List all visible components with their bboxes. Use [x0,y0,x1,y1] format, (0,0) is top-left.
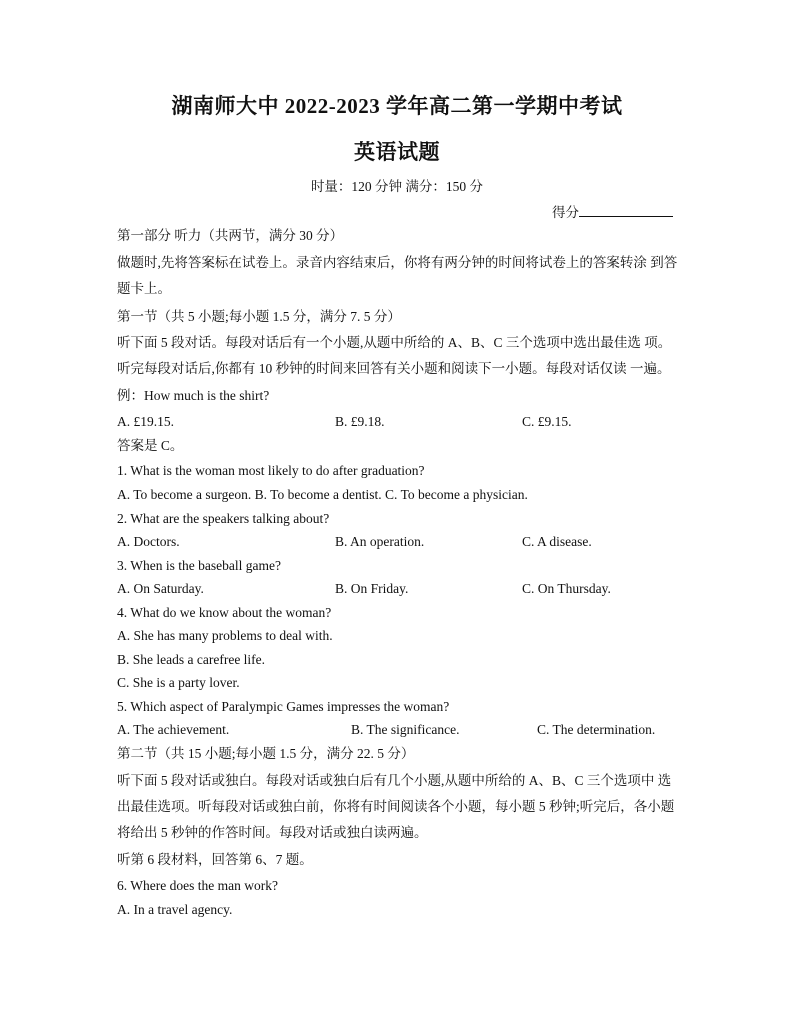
example-option-a: A. £19.15. [117,414,174,429]
page-subtitle: 英语试题 [354,140,440,164]
q2-option-b: B. An operation. [335,534,425,549]
q6-option-a: A. In a travel agency. [117,902,233,917]
q4-option-a: A. She has many problems to deal with. [117,628,333,643]
q4-option-c: C. She is a party lover. [117,675,240,690]
section1-heading: 第一节（共 5 小题;每小题 1.5 分，满分 7. 5 分） [117,309,401,324]
q2-question: 2. What are the speakers talking about? [117,511,330,526]
q5-option-b: B. The significance. [351,722,460,737]
example-question: 例：How much is the shirt? [117,388,270,403]
section1-instruction-2: 听完每段对话后,你都有 10 秒钟的时间来回答有关小题和阅读下一小题。每段对话仅读 一遍。 [117,361,671,376]
q3-option-b: B. On Friday. [335,581,409,596]
q1-options: A. To become a surgeon. B. To become a dentist. C. To become a physician. [117,487,528,502]
score-field [552,201,673,221]
q2-option-c: C. A disease. [522,534,592,549]
section2-instruction-3: 将给出 5 秒钟的作答时间。每段对话或独白读两遍。 [117,825,428,840]
q5-option-a: A. The achievement. [117,722,230,737]
section2-instruction-1: 听下面 5 段对话或独白。每段对话或独白后有几个小题,从题中所给的 A、B、C 三个选项中 选 [117,773,672,788]
score-blank [579,203,673,217]
section2-instruction-2: 出最佳选项。听每段对话或独白前，你将有时间阅读各个小题，每小题 5 秒钟;听完后，各小题 [117,799,675,814]
q4-option-b: B. She leads a carefree life. [117,652,266,667]
score-label: 得分 [552,205,579,220]
q1-question: 1. What is the woman most likely to do after graduation? [117,463,425,478]
q5-option-c: C. The determination. [537,722,656,737]
page-title: 湖南师大中 2022-2023 学年高二第一学期中考试 [171,94,623,118]
q3-option-c: C. On Thursday. [522,581,611,596]
example-answer: 答案是 C。 [117,438,184,453]
q3-question: 3. When is the baseball game? [117,558,281,573]
section2-heading: 第二节（共 15 小题;每小题 1.5 分，满分 22. 5 分） [117,746,415,761]
section1-instruction-1: 听下面 5 段对话。每段对话后有一个小题,从题中所给的 A、B、C 三个选项中选出最佳选 项。 [117,335,672,350]
example-option-b: B. £9.18. [335,414,385,429]
part1-heading: 第一部分 听力（共两节，满分 30 分） [117,228,344,243]
part1-instruction-2: 题卡上。 [117,281,171,296]
example-option-c: C. £9.15. [522,414,572,429]
part1-instruction-1: 做题时,先将答案标在试卷上。录音内容结束后，你将有两分钟的时间将试卷上的答案转涂 到答 [117,255,678,270]
q5-question: 5. Which aspect of Paralympic Games impresses the woman? [117,699,450,714]
time-score-line: 时量：120 分钟 满分：150 分 [310,179,484,194]
q6-question: 6. Where does the man work? [117,878,278,893]
material6-heading: 听第 6 段材料，回答第 6、7 题。 [117,852,313,867]
q4-question: 4. What do we know about the woman? [117,605,332,620]
q2-option-a: A. Doctors. [117,534,180,549]
q3-option-a: A. On Saturday. [117,581,204,596]
